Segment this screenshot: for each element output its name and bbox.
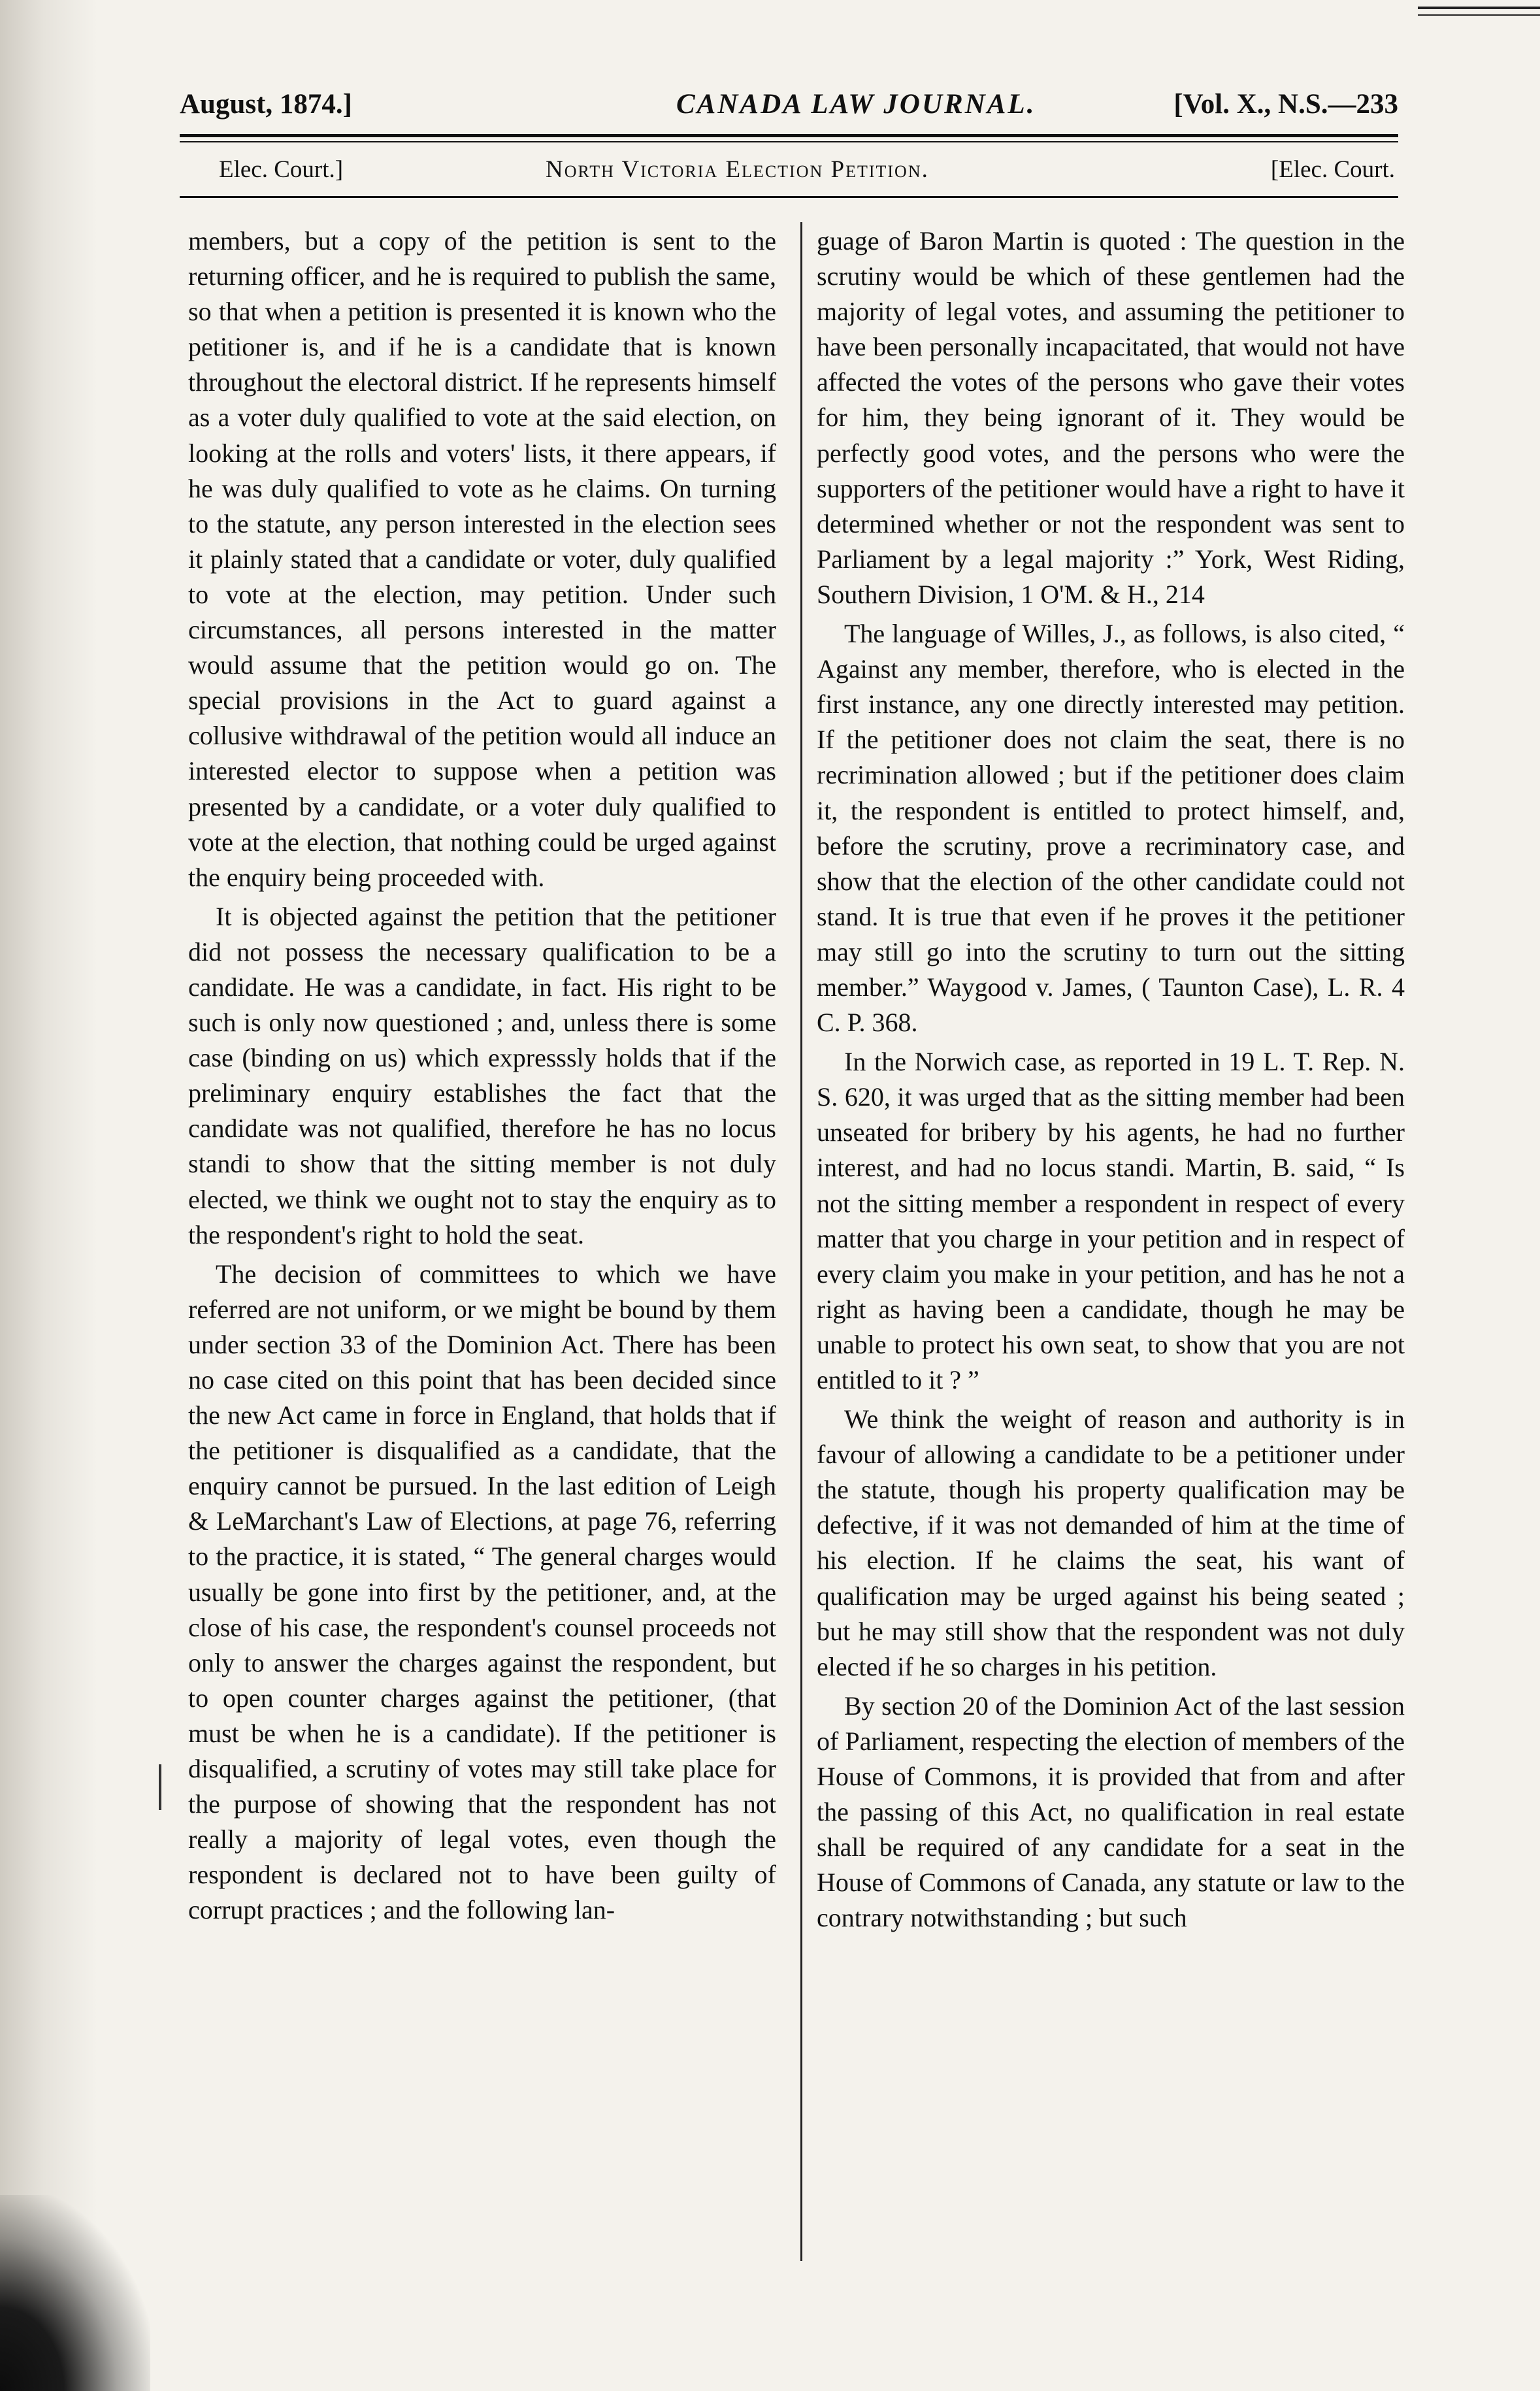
paragraph: The decision of committees to which we have referred are not uniform, or we might be bound by them under section 33 of the Dominion Act. There has been no case cited on this point that has been decided since the new Act came in force in England, that holds that if the petitioner is disqualified as a candidate, that the enquiry cannot be pursued. In the last edition of Leigh & LeMarchant's Law of Elections, at page 76, referring to the practice, it is stated, “ The general charges would usually be gone into first by the petitioner, and, at the close of his case, the respondent's counsel proceeds not only to answer the charges against the respondent, but to open counter charges against the petitioner, (that must be when he is a candidate). If the petitioner is disqualified, a scrutiny of votes may still take place for the purpose of showing that the respondent has not really a majority of legal votes, even though the respondent is declared not to have been guilty of corrupt practices ; and the following lan- [188,1259,776,1925]
column-divider [800,222,802,2261]
top-corner-rule-thin [1418,14,1540,16]
top-corner-rule [1418,7,1540,9]
section-rule [180,196,1398,198]
paragraph: members, but a copy of the petition is sent to the returning officer, and he is required to publish the same, so that when a petition is presented it is known who the petitioner is, and if he is a candidate that is known throughout the electoral district. If he represents himself as a voter duly qualified to vote at the said election, on looking at the rolls and voters' lists, it there appears, if he was duly qualified to vote as he claims. On turning to the statute, any person interested in the election sees it plainly stated that a candidate or voter, duly qualified to vote at the election, may petition. Under such circumstances, all persons interested in the matter would assume that the petition would go on. The special provisions in the Act to guard against a collusive withdrawal of the petition would all induce an interested elector to suppose when a petition was presented by a candidate, or a voter duly qualified to vote at the election, that nothing could be urged against the enquiry being proceeded with. [188,226,776,892]
paragraph: We think the weight of reason and authority is in favour of allowing a candidate to be a petitioner under the statute, though his property qualification may be defective, if it was not demanded of him at the time of his election. If he claims the seat, his want of qualification may be urged against his being seated ; but he may still show that the respondent was not duly elected if he so charges in his petition. [817,1404,1405,1681]
journal-title: CANADA LAW JOURNAL. [676,89,1036,120]
head-rule-thin [180,141,1398,142]
running-head [180,88,1398,127]
paragraph: The language of Willes, J., as follows, is also cited, “ Against any member, therefore, who is elected in the first instance, any one directly interested may petition. If the petitioner does not claim the seat, there is no recrimination allowed ; but if the petitioner does claim it, the respondent is entitled to protect himself, and, before the scrutiny, prove a recriminatory case, and show that the election of the other candidate could not stand. It is true that even if he proves it the petitioner may still go into the scrutiny to turn out the sitting member.” Waygood v. James, ( Taunton Case), L. R. 4 C. P. 368. [817,619,1405,1038]
court-label-right: [Elec. Court. [1270,156,1395,183]
left-column [188,223,776,1928]
paragraph: By section 20 of the Dominion Act of the last session of Parliament, respecting the election of members of the House of Commons, it is provided that from and after the passing of this Act, no qualification in real estate shall be required of any candidate for a seat in the House of Commons of Canada, any statute or law to the contrary notwithstanding ; but such [817,1690,1405,1933]
issue-date: August, 1874.] [180,89,353,120]
head-rule-thick [180,134,1398,137]
court-label-left: Elec. Court.] [219,156,344,183]
scan-corner-shadow [0,2195,150,2391]
paragraph: guage of Baron Martin is quoted : The question in the scrutiny would be which of these gentlemen had the majority of legal votes, and assuming the petitioner to have been personally incapacitated, that would not have affected the votes of the persons who gave their votes for him, they being ignorant of it. They would be perfectly good votes, and the persons who were the supporters of the petitioner would have a right to have it determined whether or not the respondent was sent to Parliament by a legal majority :” York, West Riding, Southern Division, 1 O'M. & H., 214 [817,226,1405,609]
right-column [817,223,1405,1936]
paragraph: In the Norwich case, as reported in 19 L. T. Rep. N. S. 620, it was urged that as the sitting member had been unseated for bribery by his agents, he had no further interest, and had no locus standi. Martin, B. said, “ Is not the sitting member a respondent in respect of every matter that you charge in your petition and in respect of every claim you make in your petition, and has he not a right as having been a candidate, though he may be unable to protect his own seat, to show that you are not entitled to it ? ” [817,1047,1405,1394]
paragraph: It is objected against the petition that the petitioner did not possess the necessary qualification to be a candidate. He was a candidate, in fact. His right to be such is only now questioned ; and, unless there is some case (binding on us) which expresssly holds that if the preliminary enquiry establishes the fact that the candidate was not qualified, therefore he has no locus standi to show that the sitting member is not duly elected, we think we ought not to stay the enquiry as to the respondent's right to hold the seat. [188,901,776,1249]
case-title: North Victoria Election Petition. [546,156,929,183]
page-edge-shadow [0,0,98,2391]
section-head [180,156,1398,191]
margin-mark [159,1764,161,1810]
volume-page: [Vol. X., N.S.—233 [1173,89,1398,120]
